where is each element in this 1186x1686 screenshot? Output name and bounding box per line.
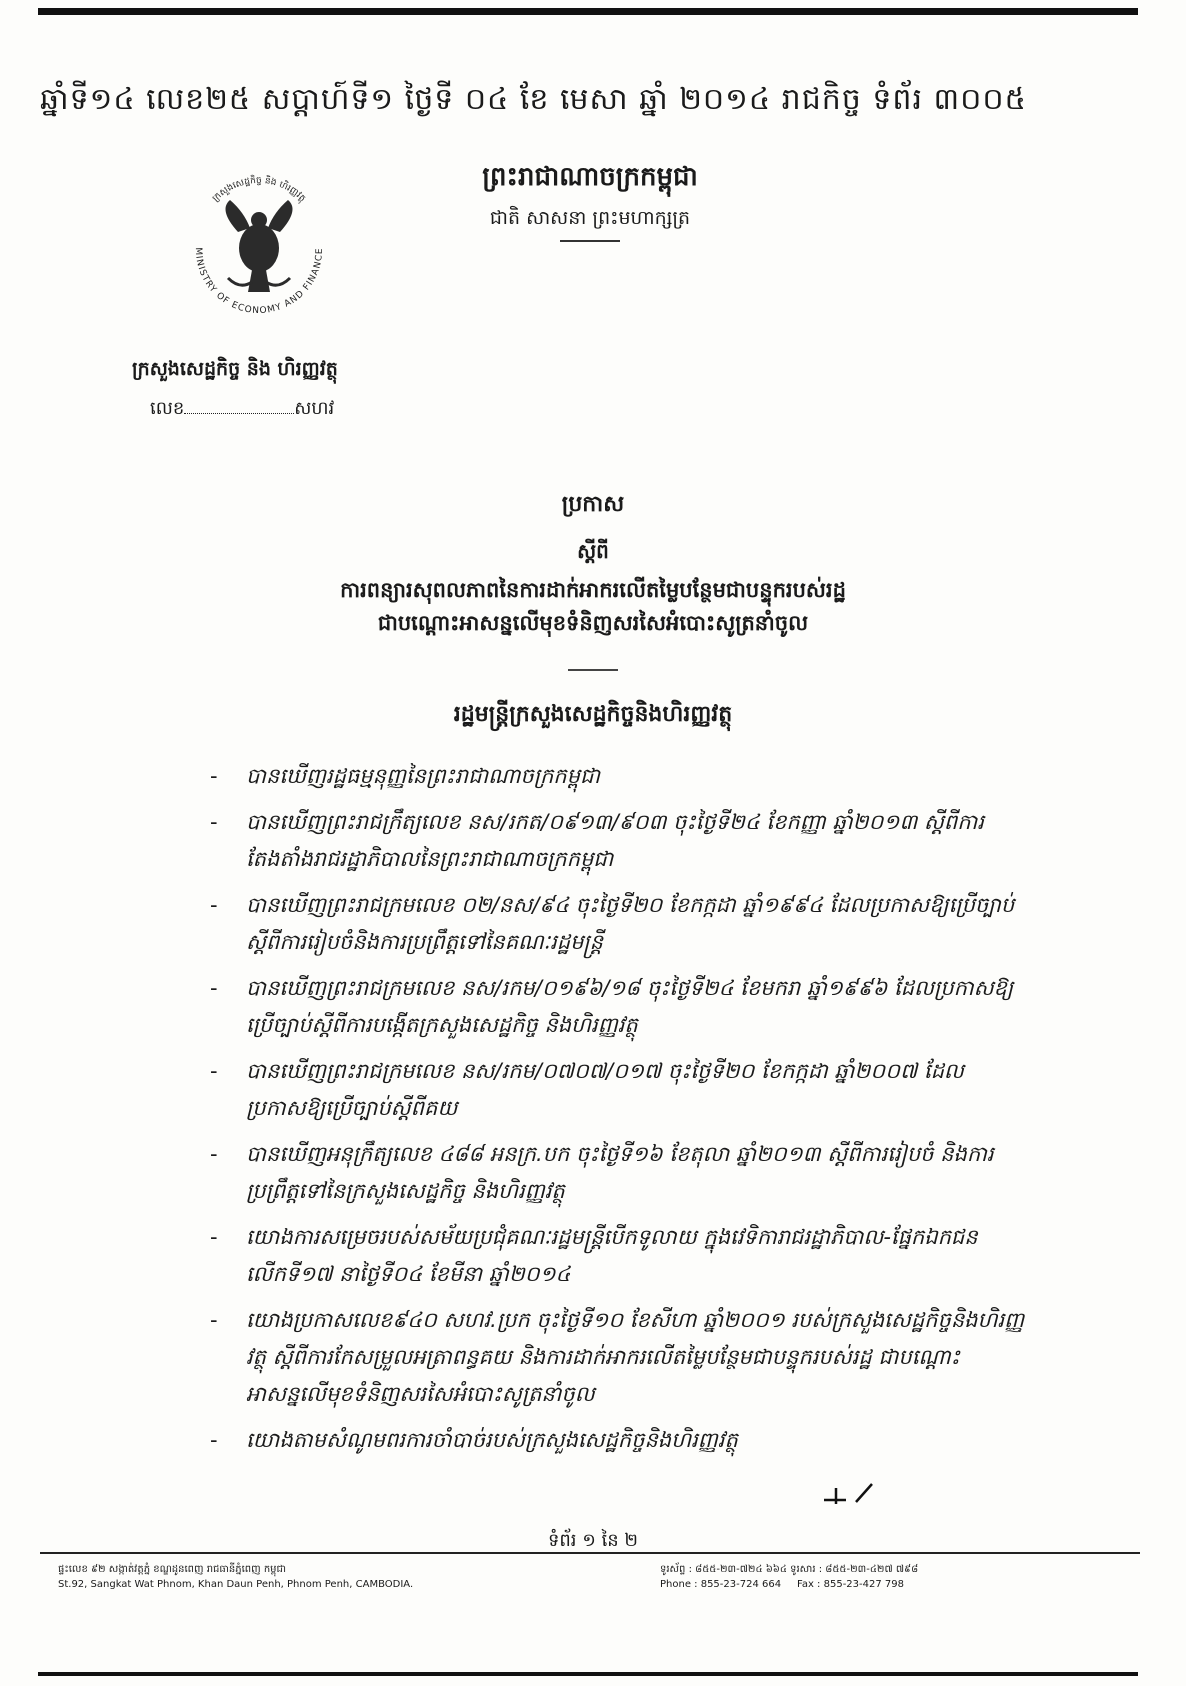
preamble-clauses: [210, 758, 1030, 1468]
signatory-title: រដ្ឋមន្ត្រីក្រសួងសេដ្ឋកិច្ចនិងហិរញ្ញវត្ថុ: [453, 702, 733, 727]
address-km: ផ្ទះលេខ ៩២ សង្កាត់វត្តភ្នំ ខណ្ឌដូនពេញ រាជធានីភ្នំពេញ កម្ពុជា: [58, 1564, 287, 1575]
list-item: - បានឃើញព្រះរាជក្រមលេខ នស/រកម/០៧០៧/០១៧ ចុះថ្ងៃទី២០ ខែកក្កដា ឆ្នាំ២០០៧ ដែលប្រកាសឱ្យប្រើច្បាប់ស្តីពីគយ: [210, 1059, 964, 1120]
list-item: - បានឃើញរដ្ឋធម្មនុញ្ញនៃព្រះរាជាណាចក្រកម្ពុជា: [210, 764, 600, 788]
ministry-name: ក្រសួងសេដ្ឋកិច្ច និង ហិរញ្ញវត្ថុ: [132, 358, 338, 380]
kingdom-heading: [400, 160, 780, 242]
ministry-seal: [178, 170, 340, 332]
page-number: ទំព័រ ១ នៃ ២: [547, 1530, 639, 1551]
svg-text:ក្រសួងសេដ្ឋកិច្ច និង ហិរញ្ញវត្: [211, 174, 308, 205]
top-rule: [38, 8, 1138, 15]
document-subject: [0, 574, 1186, 640]
footer-contact: [660, 1562, 918, 1592]
ornament-divider: [560, 240, 620, 242]
ref-number-blank: [184, 413, 294, 414]
document-type: ប្រកាស: [561, 492, 625, 517]
document-about: ស្តីពី: [577, 539, 609, 563]
ministry-reference: [150, 396, 334, 423]
list-item: - បានឃើញព្រះរាជក្រឹត្យលេខ នស/រកត/០៩១៣/៩០៣ ចុះថ្ងៃទី២៤ ខែកញ្ញា ឆ្នាំ២០១៣ ស្តីពីការតែងតាំងរាជរដ្ឋាភិបាលនៃព្រះរាជាណាចក្រកម្ពុជា: [210, 810, 984, 871]
subject-line-1: ការពន្យារសុពលភាពនៃការដាក់អាករលើតម្លៃបន្ថែមជាបន្ទុករបស់រដ្ឋ: [340, 578, 846, 602]
bottom-rule: [38, 1672, 1138, 1676]
seal-text-en: MINISTRY OF ECONOMY AND FINANCE: [192, 247, 326, 317]
bird-emblem-icon: [226, 200, 293, 292]
ref-prefix: លេខ: [150, 398, 185, 419]
address-en: St.92, Sangkat Wat Phnom, Khan Daun Penh, Phnom Penh, CAMBODIA.: [58, 1579, 414, 1590]
contact-km: ទូរស័ព្ទ : ៨៥៥-២៣-៧២៤ ៦៦៤ ទូរសារ : ៨៥៥-២៣-៤២៧ ៧៩៨: [660, 1564, 919, 1575]
footer-rule: [40, 1552, 1140, 1554]
fax-en: Fax : 855-23-427 798: [797, 1579, 904, 1590]
list-item: - យោងតាមសំណូមពរការចាំបាច់របស់ក្រសួងសេដ្ឋកិច្ចនិងហិរញ្ញវត្ថុ: [210, 1428, 738, 1452]
list-item: - បានឃើញអនុក្រឹត្យលេខ ៤៨៨ អនក្រ.បក ចុះថ្ងៃទី១៦ ខែតុលា ឆ្នាំ២០១៣ ស្តីពីការរៀបចំ និងការប្រព្រឹត្តទៅនៃក្រសួងសេដ្ឋកិច្ច និងហិរញ្ញវត្ថុ: [210, 1142, 994, 1203]
list-item: - បានឃើញព្រះរាជក្រមលេខ នស/រកម/០១៩៦/១៨ ចុះថ្ងៃទី២៤ ខែមករា ឆ្នាំ១៩៩៦ ដែលប្រកាសឱ្យប្រើច្បាប់ស្តីពីការបង្កើតក្រសួងសេដ្ឋកិច្ច និងហិរញ្ញវត្ថុ: [210, 976, 1014, 1037]
subject-divider: [0, 656, 1186, 675]
list-item: - យោងប្រកាសលេខ៩៤០ សហវ.ប្រក ចុះថ្ងៃទី១០ ខែសីហា ឆ្នាំ២០០១ របស់ក្រសួងសេដ្ឋកិច្ចនិងហិរញ្ញវត្ថុ ស្តីពីការកែសម្រួលអត្រាពន្ធគយ និងការដាក់អាករលើតម្លៃបន្ថែមជាបន្ទុករបស់រដ្ឋ ជាបណ្តោះអាសន្នលើមុខទំនិញសរសៃអំបោះសូត្រនាំចូល: [210, 1308, 1025, 1406]
gazette-header: ឆ្នាំទី១៤ លេខ២៥ សប្តាហ៍ទី១ ថ្ងៃទី ០៤ ខែ មេសា ឆ្នាំ ២០១៤ រាជកិច្ច ទំព័រ ៣០០៥: [40, 82, 1027, 117]
list-item: - យោងការសម្រេចរបស់សម័យប្រជុំគណៈរដ្ឋមន្ត្រីបើកទូលាយ ក្នុងវេទិការាជរដ្ឋាភិបាល-ផ្នែកឯកជនលើកទី១៧ នាថ្ងៃទី០៤ ខែមីនា ឆ្នាំ២០១៤: [210, 1225, 978, 1286]
seal-text-km: ក្រសួងសេដ្ឋកិច្ច និង ហិរញ្ញវត្ថុ: [210, 175, 308, 205]
kingdom-title: ព្រះរាជាណាចក្រកម្ពុជា: [482, 162, 698, 192]
ref-suffix: សហវ: [294, 398, 335, 419]
subject-line-2: ជាបណ្តោះអាសន្នលើមុខទំនិញសរសៃអំបោះសូត្រនាំចូល: [377, 611, 809, 635]
phone-en: Phone : 855-23-724 664: [660, 1579, 782, 1590]
footer-address: [58, 1562, 413, 1592]
handwritten-initials: [820, 1478, 880, 1508]
list-item: - បានឃើញព្រះរាជក្រមលេខ ០២/នស/៩៤ ចុះថ្ងៃទី២០ ខែកក្កដា ឆ្នាំ១៩៩៤ ដែលប្រកាសឱ្យប្រើច្បាប់ស្តីពីការរៀបចំនិងការប្រព្រឹត្តទៅនៃគណៈរដ្ឋមន្ត្រី: [210, 893, 1015, 954]
kingdom-motto: ជាតិ សាសនា ព្រះមហាក្សត្រ: [489, 207, 691, 229]
contact-en: [660, 1577, 918, 1592]
